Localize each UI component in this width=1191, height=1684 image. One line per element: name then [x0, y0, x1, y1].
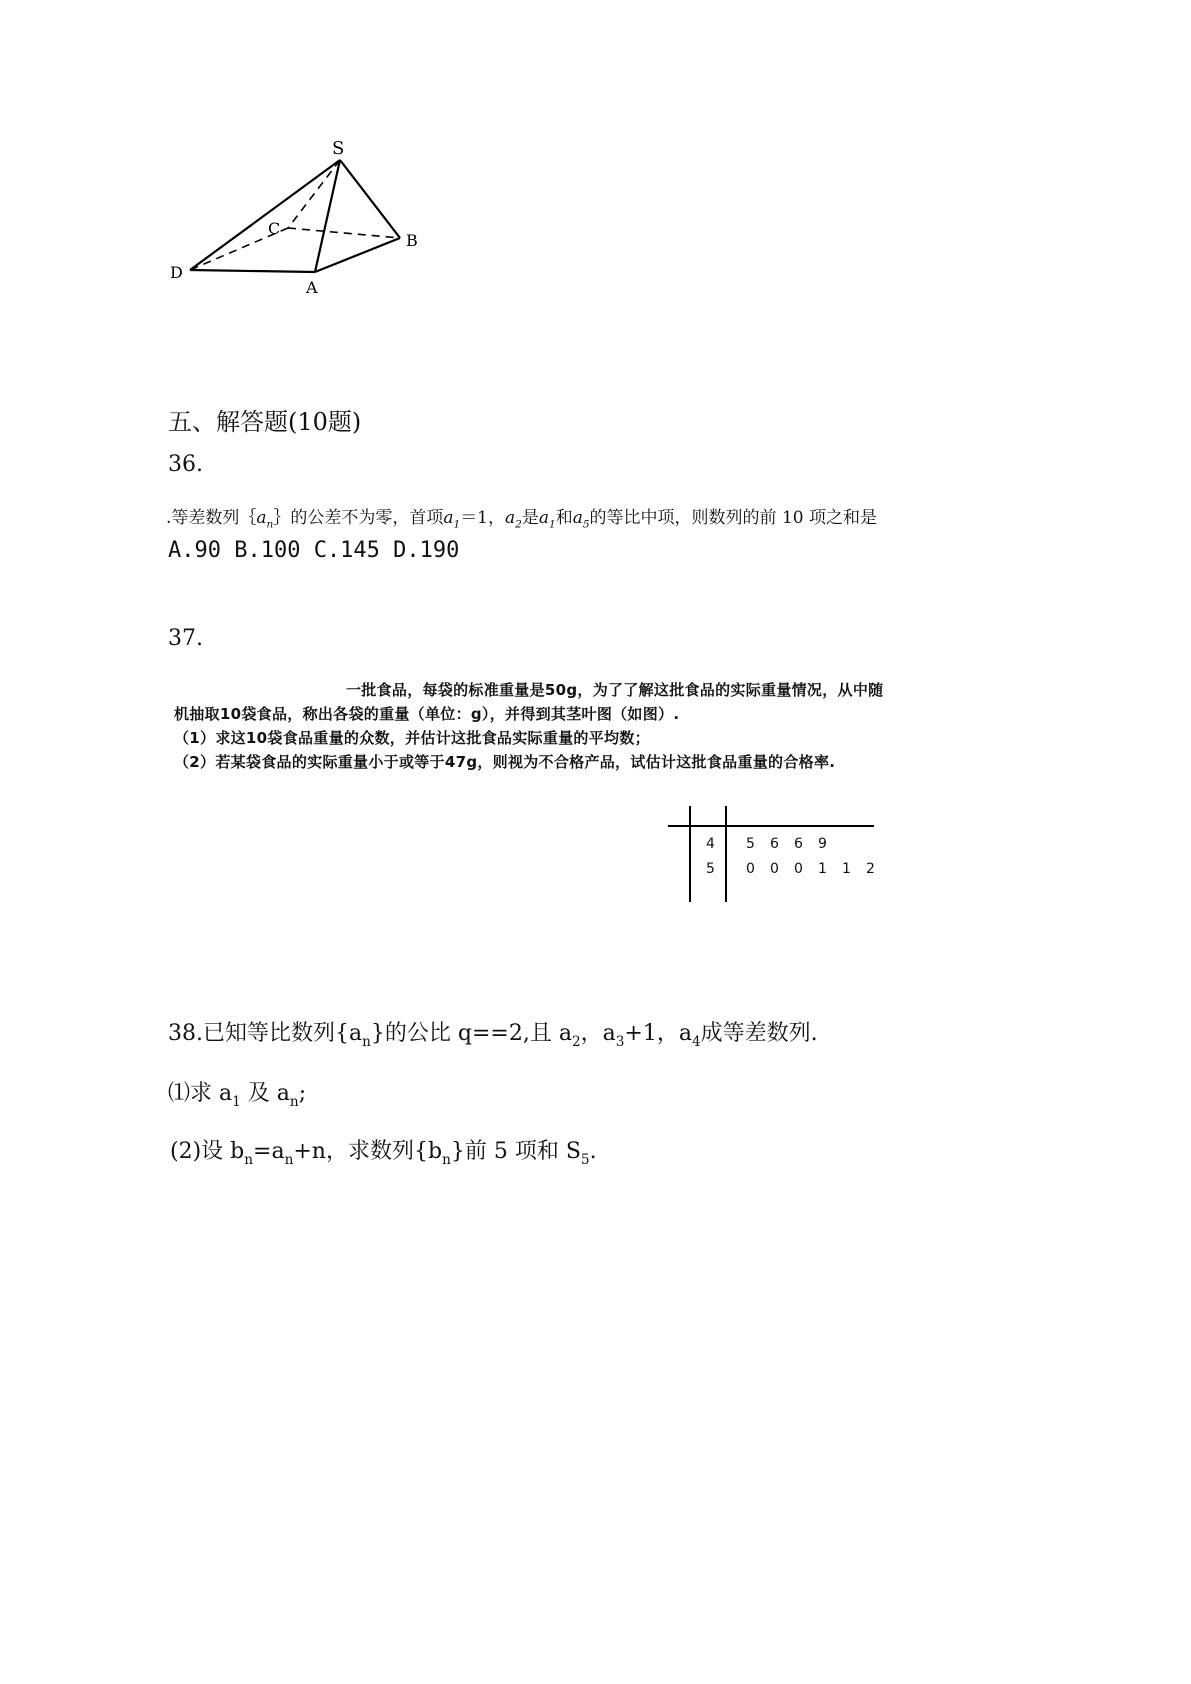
q36-an: a	[256, 508, 267, 528]
question-37-line4: （2）若某袋食品的实际重量小于或等于47g，则视为不合格产品，试估计这批食品重量的合格率.	[174, 753, 836, 771]
vertex-label-c: C	[268, 219, 281, 238]
question-38-statement	[168, 1016, 818, 1051]
q36-a5-sub: 5	[582, 518, 590, 531]
q36-and: 和	[555, 508, 573, 528]
stem-leaf-plot	[668, 806, 878, 906]
leaf: 6	[794, 836, 803, 852]
q36-lead: .等差数列｛	[166, 508, 257, 528]
leaf: 0	[746, 861, 755, 877]
q38-sub: 4	[691, 1034, 701, 1051]
q38-p2-text: +n，求数列{b	[293, 1139, 443, 1164]
question-36-number: 36.	[168, 452, 203, 477]
question-37-line1: 一批食品，每袋的标准重量是50g，为了了解这批食品的实际重量情况，从中随	[346, 681, 884, 699]
question-38-part1	[168, 1076, 307, 1111]
question-37-number: 37.	[168, 626, 203, 651]
q38-p2-text: =a	[253, 1139, 285, 1164]
leaf: 1	[842, 861, 851, 877]
q36-an-sub: n	[266, 518, 274, 531]
q36-a2: a	[505, 508, 516, 528]
question-36-stem	[166, 503, 877, 531]
leaf: 0	[794, 861, 803, 877]
vertex-label-d: D	[170, 263, 183, 282]
q38-text: }的公比 q==2,且 a	[370, 1021, 572, 1046]
vertex-label-b: B	[406, 231, 418, 250]
q38-sub: n	[362, 1034, 371, 1051]
q36-a5: a	[572, 508, 583, 528]
section-title: 五、解答题(10题)	[168, 408, 362, 436]
q36-mid1: ｝的公差不为零，首项	[273, 508, 444, 528]
q36-a1: a	[443, 508, 454, 528]
q38-sub: 2	[571, 1034, 581, 1051]
q38-p1-text: ⑴求 a	[168, 1081, 233, 1106]
q38-text: +1，a	[624, 1021, 692, 1046]
q36-a1b-sub: 1	[549, 518, 556, 531]
stem-leaf-lines	[668, 806, 878, 906]
q38-p1-text: 及 a	[240, 1081, 290, 1106]
q38-p1-text: ;	[298, 1081, 307, 1106]
q38-number: 38.	[168, 1021, 203, 1046]
vertex-label-s: S	[332, 138, 345, 159]
q38-p2-text: }前 5 项和 S	[450, 1139, 581, 1164]
q38-p2-text: .	[589, 1139, 597, 1164]
leaf: 6	[770, 836, 779, 852]
q36-a2-sub: 2	[515, 518, 522, 531]
stem-5: 5	[706, 861, 715, 877]
q38-p2-sub: n	[244, 1152, 254, 1169]
leaf: 1	[818, 861, 827, 877]
leaf: 2	[866, 861, 875, 877]
question-36-options: A.90 B.100 C.145 D.190	[168, 538, 460, 563]
q36-eq1: ＝1，	[460, 508, 506, 528]
leaf: 0	[770, 861, 779, 877]
vertex-label-a: A	[306, 278, 318, 297]
q38-p2-text: (2)设 b	[170, 1139, 245, 1164]
q38-p2-sub: n	[442, 1152, 451, 1169]
stem-4: 4	[706, 836, 715, 852]
pyramid-figure	[160, 130, 460, 310]
question-37-line2: 机抽取10袋食品，称出各袋的重量（单位：g），并得到其茎叶图（如图）.	[174, 705, 680, 723]
question-37-line3: （1）求这10袋食品重量的众数，并估计这批食品实际重量的平均数；	[174, 729, 650, 747]
q36-a1b: a	[538, 508, 549, 528]
question-38-part2	[170, 1134, 597, 1169]
q38-p2-sub: n	[284, 1152, 294, 1169]
q38-text: ，a	[580, 1021, 616, 1046]
leaf: 5	[746, 836, 755, 852]
q38-text: 已知等比数列{a	[203, 1021, 363, 1046]
q38-p1-sub: 1	[232, 1094, 241, 1111]
q38-sub: 3	[615, 1034, 625, 1051]
q36-a1-sub: 1	[453, 518, 461, 531]
q36-tail: 的等比中项，则数列的前 10 项之和是	[589, 508, 877, 528]
q38-text: 成等差数列.	[700, 1021, 818, 1046]
q36-is: 是	[521, 508, 539, 528]
q38-p1-sub: n	[289, 1094, 299, 1111]
pyramid-diagram	[160, 130, 460, 310]
q38-p2-sub: 5	[580, 1152, 590, 1169]
leaf: 9	[818, 836, 827, 852]
